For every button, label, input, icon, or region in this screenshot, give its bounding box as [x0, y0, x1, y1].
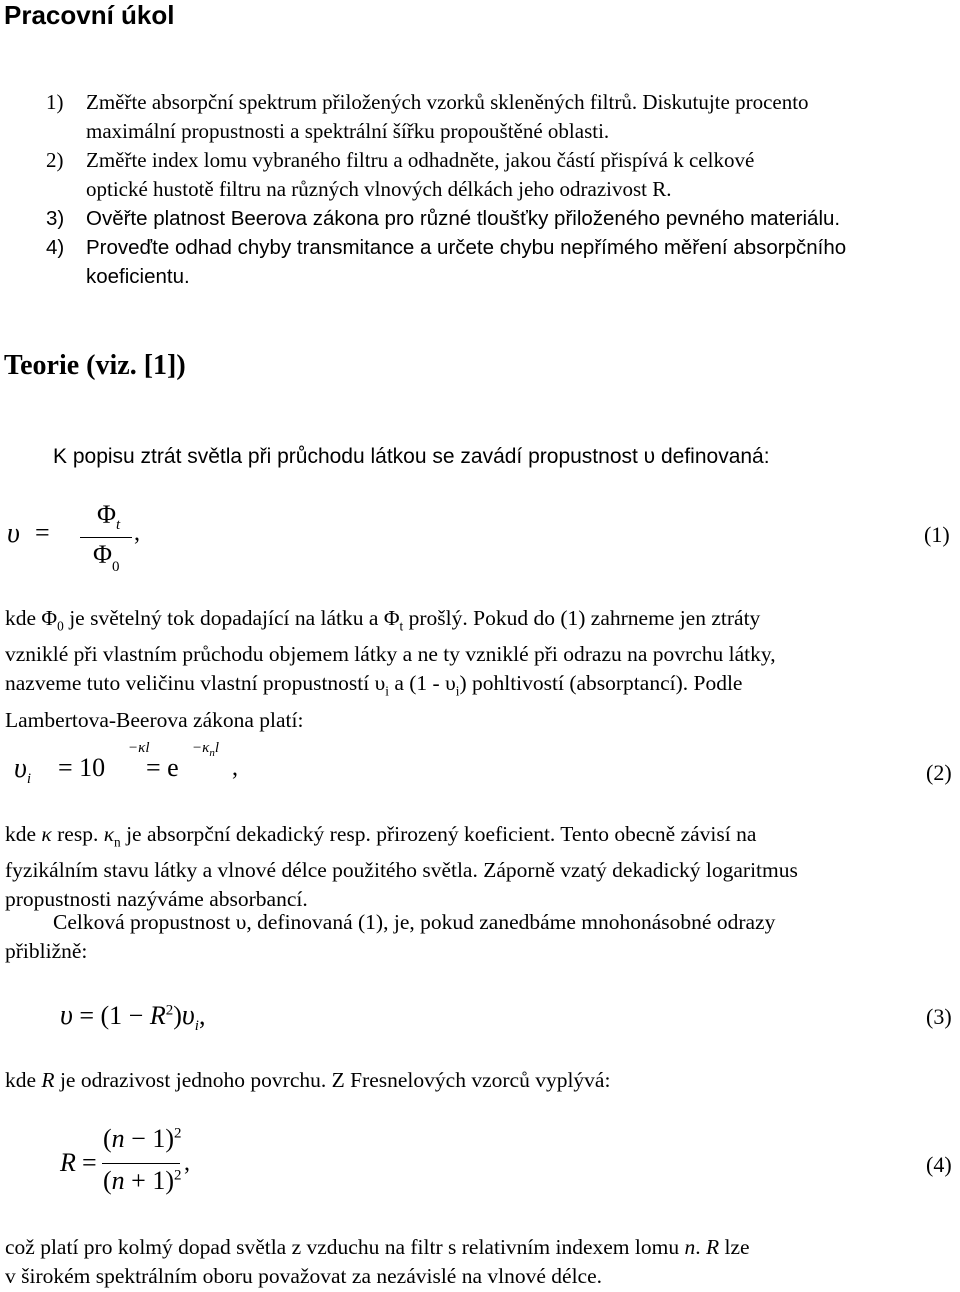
fraction-bar [80, 537, 132, 538]
paragraph-line: vzniklé při vlastním průchodu objemem látky a ne ty vzniklé při odrazu na povrchu látky, [5, 642, 776, 667]
task-line: maximální propustnosti a spektrální šířku propouštěné oblasti. [86, 119, 610, 143]
task-item-4 [46, 233, 946, 293]
eq2-label: (2) [926, 760, 952, 785]
task-line: koeficientu. [86, 265, 190, 288]
task-text [86, 146, 960, 204]
task-number: 1) [46, 90, 64, 114]
paragraph-line: kde κ resp. $\kappa_n$ je absorpční dekadický resp. přirozený koeficient. Tento obecně závisí na [5, 822, 757, 850]
paragraph-line: Lambertova-Beerova zákona platí: [5, 707, 304, 732]
eq1-lhs: υ [7, 518, 20, 549]
eq1-equals: = [35, 518, 50, 547]
paragraph-line: což platí pro kolmý dopad světla z vzduchu na filtr s relativním indexem lomu n. R lze [5, 1235, 750, 1259]
eq3-label: (3) [926, 1004, 952, 1029]
task-line: Změřte index lomu vybraného filtru a odhadněte, jakou částí přispívá k celkové [86, 148, 755, 172]
paragraph-4: kde R je odrazivost jednoho povrchu. Z Fresnelových vzorců vyplývá: [5, 1068, 611, 1092]
paragraph-line: přibližně: [5, 939, 88, 963]
task-text [86, 88, 960, 146]
paragraph-3 [5, 908, 955, 966]
task-text [86, 204, 960, 233]
eq1-numerator: $\Phi_t$ [97, 500, 121, 533]
eq2-exponential: = e [146, 753, 179, 782]
task-number: 4) [46, 236, 65, 259]
task-line: Proveďte odhad chyby transmitance a určete chybu nepřímého měření absorpčního [86, 236, 847, 259]
paragraph-line: kde $\Phi_0$ je světelný tok dopadající na látku a $\Phi_t$ prošlý. Pokud do (1) zahrneme jen ztráty [5, 606, 761, 634]
eq2-exponent-1: −κl [128, 740, 150, 756]
eq1-denominator: $\Phi_0$ [93, 540, 120, 575]
paragraph-line: v širokém spektrálním oboru považovat za nezávislé na vlnové délce. [5, 1264, 603, 1288]
task-number: 3) [46, 207, 65, 230]
eq4-comma: , [184, 1150, 190, 1176]
eq4-equals: = [82, 1148, 97, 1177]
task-text [86, 233, 960, 291]
eq2-comma: , [232, 755, 238, 781]
task-line: optické hustotě filtru na různých vlnových délkách jeho odrazivost R. [86, 177, 672, 201]
task-item-2 [46, 146, 946, 206]
paragraph-1 [5, 604, 955, 735]
fraction-bar [102, 1163, 180, 1164]
section-title: Teorie (viz. [1]) [4, 350, 186, 381]
paragraph-line: propustnosti nazýváme absorbancí. [5, 887, 308, 912]
task-line: Změřte absorpční spektrum přiložených vzorků skleněných filtrů. Diskutujte procento [86, 90, 809, 114]
eq3-expression: $\upsilon = (1 - R^2)\upsilon_i$, [60, 1000, 206, 1035]
task-item-1 [46, 88, 946, 148]
task-line: Ověřte platnost Beerova zákona pro různé tloušťky přiloženého pevného materiálu. [86, 207, 841, 230]
eq1-comma: , [134, 520, 140, 546]
intro-text: K popisu ztrát světla při průchodu látkou se zavádí propustnost υ definovaná: [53, 445, 770, 468]
eq4-denominator: $(n + 1)^2$ [103, 1166, 182, 1195]
paragraph-2 [5, 820, 955, 914]
task-number: 2) [46, 148, 64, 172]
eq4-numerator: $(n - 1)^2$ [103, 1124, 182, 1153]
eq2-exponent-2: $-\kappa_nl$ [192, 740, 219, 759]
paragraph-5 [5, 1233, 955, 1291]
eq4-label: (4) [926, 1152, 952, 1177]
eq2-power-of-ten: = 10 [58, 753, 106, 782]
task-item-3 [46, 204, 946, 234]
paragraph-line: fyzikálním stavu látky a vlnové délce použitého světla. Záporně vzatý dekadický logaritmus [5, 858, 798, 883]
eq4-lhs: R [60, 1148, 76, 1177]
eq2-lhs: $\upsilon_i$ [14, 753, 32, 787]
paragraph-line: nazveme tuto veličinu vlastní propustností $\upsilon_i$ a $(1 - \upsilon_i)$ pohltivostí (absorptancí). Podle [5, 671, 743, 699]
eq1-label: (1) [924, 522, 950, 547]
paragraph-line: Celková propustnost υ, definovaná (1), je, pokud zanedbáme mnohonásobné odrazy [53, 910, 776, 934]
page-title: Pracovní úkol [4, 0, 175, 30]
